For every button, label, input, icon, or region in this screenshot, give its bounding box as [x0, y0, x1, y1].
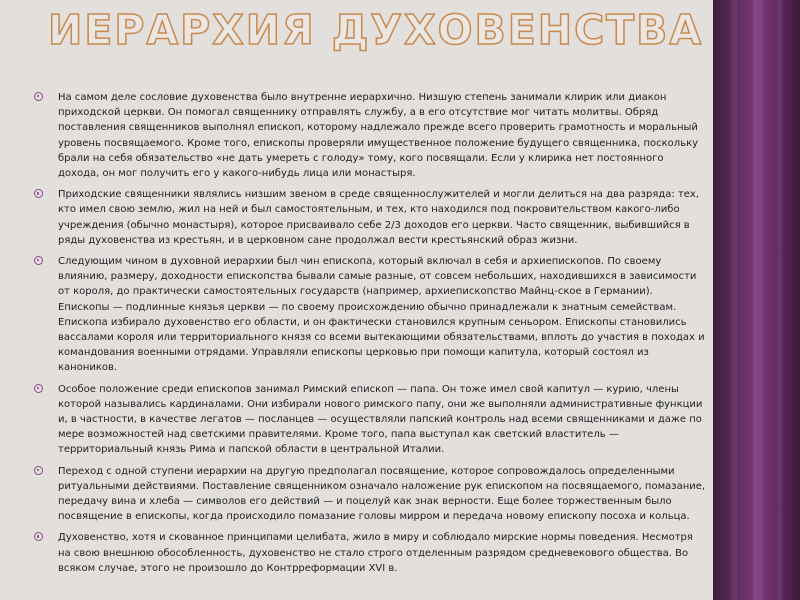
bullet-paragraph [34, 90, 706, 181]
sidebar-stripe [731, 0, 737, 600]
bullet-ring-icon [34, 256, 43, 265]
bullet-paragraph [34, 382, 706, 458]
bullet-ring-icon [34, 384, 43, 393]
bullet-paragraph [34, 254, 706, 376]
sidebar-stripe [753, 0, 763, 600]
paragraph-text: На самом деле сословие духовенства было внутренне иерархично. Низшую степень занимали клирик или диакон приходской церкви. Он помогал священнику отправлять службу, а в его отсутствие мог читать молитвы. Обряд поставления священников выполнял епископ, которому надлежало прежде всего проверить грамотность и моральный уровень посвящаемого. Кроме того, епископы проверяли имущественное положение будущего священника, поскольку брали на себя обязательство «не дать умереть с голоду» тому, кого посвящали. Если у клирика нет постоянного дохода, он мог получить его у какого-нибудь лица или монастыря. [58, 92, 699, 180]
sidebar-stripe [777, 0, 782, 600]
decorative-sidebar [713, 0, 800, 600]
bullet-ring-icon [34, 532, 43, 541]
bullet-paragraph [34, 530, 706, 576]
bullet-ring-icon [34, 92, 43, 101]
paragraph-text: Особое положение среди епископов занимал Римский епископ — папа. Он тоже имел свой капитул — курию, члены которой назывались кардиналами. Они избирали нового римского папу, они же выполняли административные функции и, в частности, в качестве легатов — посланцев — осуществляли папский контроль над всеми священниками и даже по мере возможностей над светскими правителями. Кроме того, папа выступал как светский властитель — территориальный князь Рима и папской области в центральной Италии. [58, 383, 703, 456]
bullet-ring-icon [34, 466, 43, 475]
paragraph-text: Духовенство, хотя и скованное принципами целибата, жило в миру и соблюдало мирские нормы поведения. Несмотря на свою внешнюю обособленность, духовенство не стало строго отделенным разрядом средневекового общества. Во всяком случае, этого не произошло до Контрреформации XVI в. [58, 532, 693, 574]
bullet-ring-icon [34, 189, 43, 198]
bullet-paragraph [34, 187, 706, 248]
slide-body [34, 90, 706, 582]
bullet-paragraph [34, 464, 706, 525]
slide-title: ИЕРАРХИЯ ДУХОВЕНСТВА [48, 6, 704, 54]
paragraph-text: Переход с одной ступени иерархии на другую предполагал посвящение, которое сопровождалось определенными ритуальными действиями. Поставление священником означало наложение рук епископом на посвящаемого, помазание, передачу вина и хлеба — символов его действий — и поцелуй как знак верности. Еще более торжественным было посвящение в епископы, когда происходило помазание головы мирром и передача новому епископу посоха и кольца. [58, 465, 706, 523]
paragraph-text: Следующим чином в духовной иерархии был чин епископа, который включал в себя и архиепископов. По своему влиянию, размеру, доходности епископства бывали самые разные, от совсем небольших, находившихся в зависимости от короля, до практически самостоятельных государств (например, архиепископство Майнц-ское в Германии). Епископы — подлинные князья церкви — по своему происхождению обычно принадлежали к знатным семействам. Епископа избирало духовенство его области, и он фактически становился крупным сеньором. Епископы становились вассалами короля или территориального князя со всеми вытекающими обязательствами, вплоть до участия в походах и командования военными отрядами. Управляли епископы церковью при помощи капитула, который состоял из каноников. [58, 256, 705, 374]
paragraph-text: Приходские священники являлись низшим звеном в среде священнослужителей и могли делиться на два разряда: тех, кто имел свою землю, жил на ней и был самостоятельным, и тех, кто находился под покровительством какого-либо учреждения (обычно монастыря), которое присваивало себе 2/3 доходов его церкви. Часто священник, выбившийся в ряды духовенства из крестьян, и в церковном сане продолжал вести крестьянский образ жизни. [58, 189, 700, 246]
